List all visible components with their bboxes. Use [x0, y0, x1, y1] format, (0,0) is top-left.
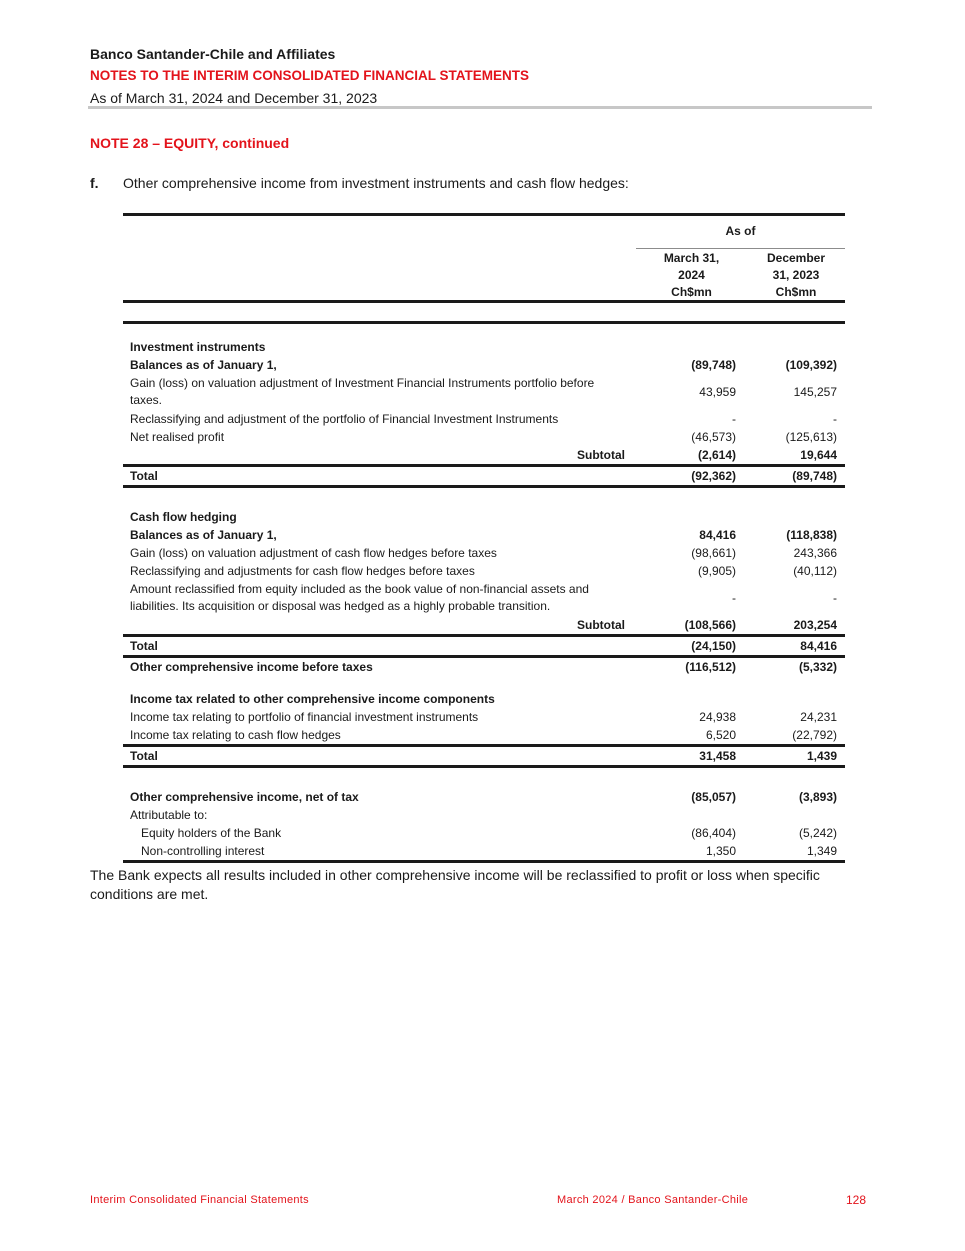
- note-title: NOTE 28 – EQUITY, continued: [90, 135, 290, 151]
- page-number: 128: [846, 1193, 867, 1207]
- table-row: Equity holders of the Bank (86,404) (5,242): [141, 826, 837, 840]
- table-row: Gain (loss) on valuation adjustment of Investment Financial Instruments portfolio before taxes. 43,959 145,257: [130, 376, 837, 407]
- table-header: [123, 213, 845, 300]
- table-row: Cash flow hedging: [130, 510, 237, 524]
- table-row: Other comprehensive income before taxes (116,512) (5,332): [130, 660, 837, 674]
- report-period: As of March 31, 2024 and December 31, 2023: [90, 90, 378, 106]
- column-header-december-2023: December 31, 2023 Ch$mn: [766, 251, 826, 299]
- closing-paragraph: The Bank expects all results included in other comprehensive income will be reclassified to profit or loss when specific conditions are met.: [90, 867, 820, 902]
- total-row: Total (24,150) 84,416: [123, 636, 845, 657]
- table-row: Attributable to:: [130, 808, 208, 822]
- table-row: Reclassifying and adjustments for cash flow hedges before taxes (9,905) (40,112): [130, 564, 837, 578]
- table-row: Income tax related to other comprehensive income components: [130, 692, 495, 706]
- notes-title: NOTES TO THE INTERIM CONSOLIDATED FINANCIAL STATEMENTS: [90, 68, 530, 83]
- oci-table: [123, 213, 845, 863]
- as-of-label: As of: [725, 224, 756, 238]
- table-row: Income tax relating to portfolio of financial investment instruments 24,938 24,231: [130, 710, 837, 724]
- table-row: Gain (loss) on valuation adjustment of cash flow hedges before taxes (98,661) 243,366: [130, 546, 837, 560]
- table-row: Income tax relating to cash flow hedges 6,520 (22,792): [123, 726, 845, 746]
- table-row: Non-controlling interest 1,350 1,349: [123, 842, 845, 862]
- table-row: Reclassifying and adjustment of the portfolio of Financial Investment Instruments - -: [130, 412, 837, 426]
- table-row: Net realised profit (46,573) (125,613): [130, 430, 837, 444]
- table-row: Other comprehensive income, net of tax (85,057) (3,893): [130, 790, 837, 804]
- total-row: Total 31,458 1,439: [123, 746, 845, 767]
- subtotal-row: Subtotal (108,566) 203,254: [123, 616, 845, 636]
- footer-period: March 2024 / Banco Santander-Chile: [557, 1194, 749, 1206]
- oci-table-body: [123, 324, 845, 863]
- as-of-divider: [636, 248, 845, 249]
- company-name: Banco Santander-Chile and Affiliates: [90, 46, 336, 62]
- table-row: Balances as of January 1, (89,748) (109,392): [130, 358, 837, 372]
- table-row: Balances as of January 1, 84,416 (118,838): [130, 528, 837, 542]
- table-row: Investment instruments: [130, 340, 266, 354]
- total-row: Total (92,362) (89,748): [123, 466, 845, 487]
- column-header-march-2024: March 31, 2024 Ch$mn: [663, 251, 720, 299]
- footer-document-title: Interim Consolidated Financial Statements: [90, 1194, 309, 1206]
- section-title: Other comprehensive income from investment instruments and cash flow hedges:: [123, 175, 629, 191]
- header-divider: [88, 106, 872, 109]
- table-row: Amount reclassified from equity included as the book value of non-financial assets and liabilities. Its acquisition or disposal was hedged as a highly probable transition. - -: [130, 582, 837, 613]
- subtotal-row: Subtotal (2,614) 19,644: [123, 446, 845, 466]
- section-letter: f.: [90, 175, 99, 191]
